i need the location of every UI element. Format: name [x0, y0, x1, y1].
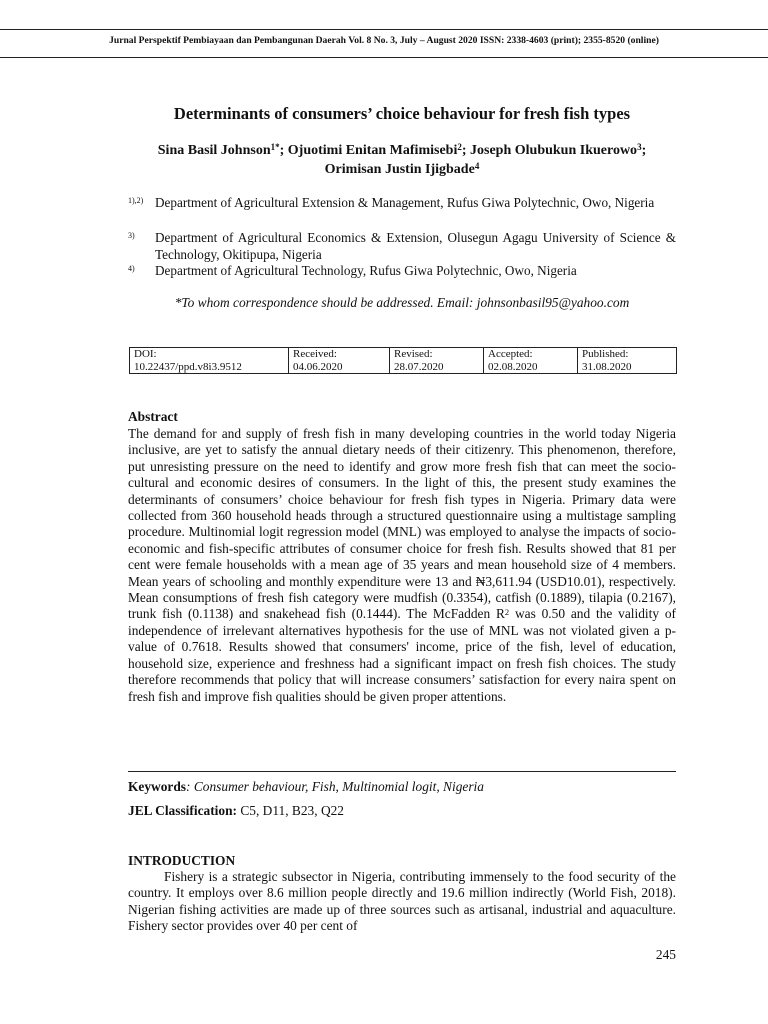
- header-rule-top: [0, 29, 768, 30]
- table-row: [130, 348, 677, 374]
- author-name: Joseph Olubukun Ikuerowo: [470, 143, 638, 158]
- running-header: Jurnal Perspektif Pembiayaan dan Pembangunan Daerah Vol. 8 No. 3, July – August 2020 ISSN: 2338-4603 (print); 2355-8520 (online): [109, 35, 659, 46]
- affiliation-mark: 1),2): [128, 196, 144, 205]
- jel-line: [128, 803, 676, 819]
- author-name: Orimisan Justin Ijigbade: [324, 162, 475, 177]
- published-value: 31.08.2020: [582, 360, 632, 373]
- header-rule-bottom: [0, 57, 768, 58]
- revised-value: 28.07.2020: [394, 360, 444, 373]
- article-dates-table: [129, 347, 677, 374]
- keywords-label: Keywords: [128, 779, 187, 794]
- keywords-line: [128, 779, 676, 795]
- author-name: Sina Basil Johnson: [157, 143, 271, 158]
- correspondence-note: *To whom correspondence should be addressed. Email: johnsonbasil95@yahoo.com: [174, 295, 630, 310]
- author-affiliation-mark: 3: [637, 142, 642, 152]
- abstract-heading: Abstract: [128, 409, 178, 424]
- affiliation-text: Department of Agricultural Extension & Management, Rufus Giwa Polytechnic, Owo, Nigeria: [155, 195, 655, 210]
- page-number: 245: [655, 947, 676, 962]
- jel-codes: C5, D11, B23, Q22: [237, 803, 345, 818]
- author-affiliation-mark: 2: [457, 142, 462, 152]
- abstract-superscript: 2: [504, 607, 510, 618]
- received-cell: [289, 348, 390, 374]
- revised-label: Revised:: [394, 348, 433, 360]
- doi-cell: [130, 348, 289, 374]
- affiliation-3: [128, 263, 676, 280]
- abstract-text: The demand for and supply of fresh fish in many developing countries in the world today Nigeria inclusive, are yet to satisfy the annual dietary needs of their citizenry. This phenomenon, therefore, put unresisting pressure on the need to identify and grow more fresh fish that can meet the socio-cultural and economic desires of consumers. In the light of this, the present study examines the determinants of consumers’ choice behaviour for fresh fish types in Nigeria. Primary data were collected from 360 household heads through a structured questionnaire using a multistage sampling procedure. Multinomial logit regression model (MNL) was employed to analyse the impacts of socio-economic and fish-specific attributes of consumer choice for fresh fish. Results showed that 81 per cent were female households with a mean age of 35 years and mean household size of 4 members. Mean years of schooling and monthly expenditure were 13 and ₦3,611.94 (USD10.01), respectively. Mean consumptions of fresh fish category were mudfish (0.3354), catfish (0.1889), tilapia (0.2167), trunk fish (0.1138) and snakehead fish (0.1444). The McFadden R: [128, 426, 676, 622]
- section-divider: [128, 771, 676, 772]
- introduction-body: Fishery is a strategic subsector in Nigeria, contributing immensely to the food security of the country. It employs over 8.6 million people directly and 19.6 million indirectly (World Fish, 2018). Nigerian fishing activities are made up of three sources such as artisanal, industrial and aquaculture. Fishery sector provides over 40 per cent of: [128, 869, 676, 934]
- abstract-body: [128, 426, 676, 705]
- affiliation-text: Department of Agricultural Economics & Extension, Olusegun Agagu University of Science & Technology, Okitipupa, Nigeria: [155, 230, 676, 262]
- affiliation-2: [128, 230, 676, 263]
- accepted-value: 02.08.2020: [488, 360, 538, 373]
- accepted-label: Accepted:: [488, 348, 533, 360]
- affiliation-mark: 3): [128, 231, 135, 240]
- author-separator: ;: [641, 143, 647, 158]
- accepted-cell: [484, 348, 578, 374]
- jel-label: JEL Classification:: [128, 803, 237, 818]
- doi-value: 10.22437/ppd.v8i3.9512: [134, 360, 242, 373]
- author-affiliation-mark: 1*: [270, 142, 280, 152]
- published-label: Published:: [582, 348, 629, 360]
- author-separator: ;: [279, 143, 288, 158]
- affiliation-text: Department of Agricultural Technology, Rufus Giwa Polytechnic, Owo, Nigeria: [155, 263, 577, 278]
- author-list: [128, 141, 676, 179]
- received-value: 04.06.2020: [293, 360, 343, 373]
- published-cell: [578, 348, 677, 374]
- doi-label: DOI:: [134, 348, 157, 360]
- affiliation-mark: 4): [128, 264, 135, 273]
- author-separator: ;: [461, 143, 471, 158]
- article-title: Determinants of consumers’ choice behaviour for fresh fish types: [173, 104, 631, 123]
- received-label: Received:: [293, 348, 337, 360]
- revised-cell: [390, 348, 484, 374]
- author-affiliation-mark: 4: [474, 161, 480, 171]
- affiliation-1: [128, 195, 676, 212]
- introduction-heading: INTRODUCTION: [128, 853, 236, 868]
- author-name: Ojuotimi Enitan Mafimisebi: [287, 143, 458, 158]
- abstract-text-continued: was 0.50 and the validity of independence of irrelevant alternatives hypothesis for the use of MNL was not violated given a p-value of 0.7618. Results showed that consumers' income, price of the fish, level of education, household size, experience and freshness had a significant impact on fresh fish choices. The study therefore recommends that policy that will increase consumers’ satisfaction for every naira spent on fresh fish and improve fish qualities should be given proper attentions.: [128, 606, 677, 704]
- keywords-text: : Consumer behaviour, Fish, Multinomial logit, Nigeria: [186, 779, 484, 794]
